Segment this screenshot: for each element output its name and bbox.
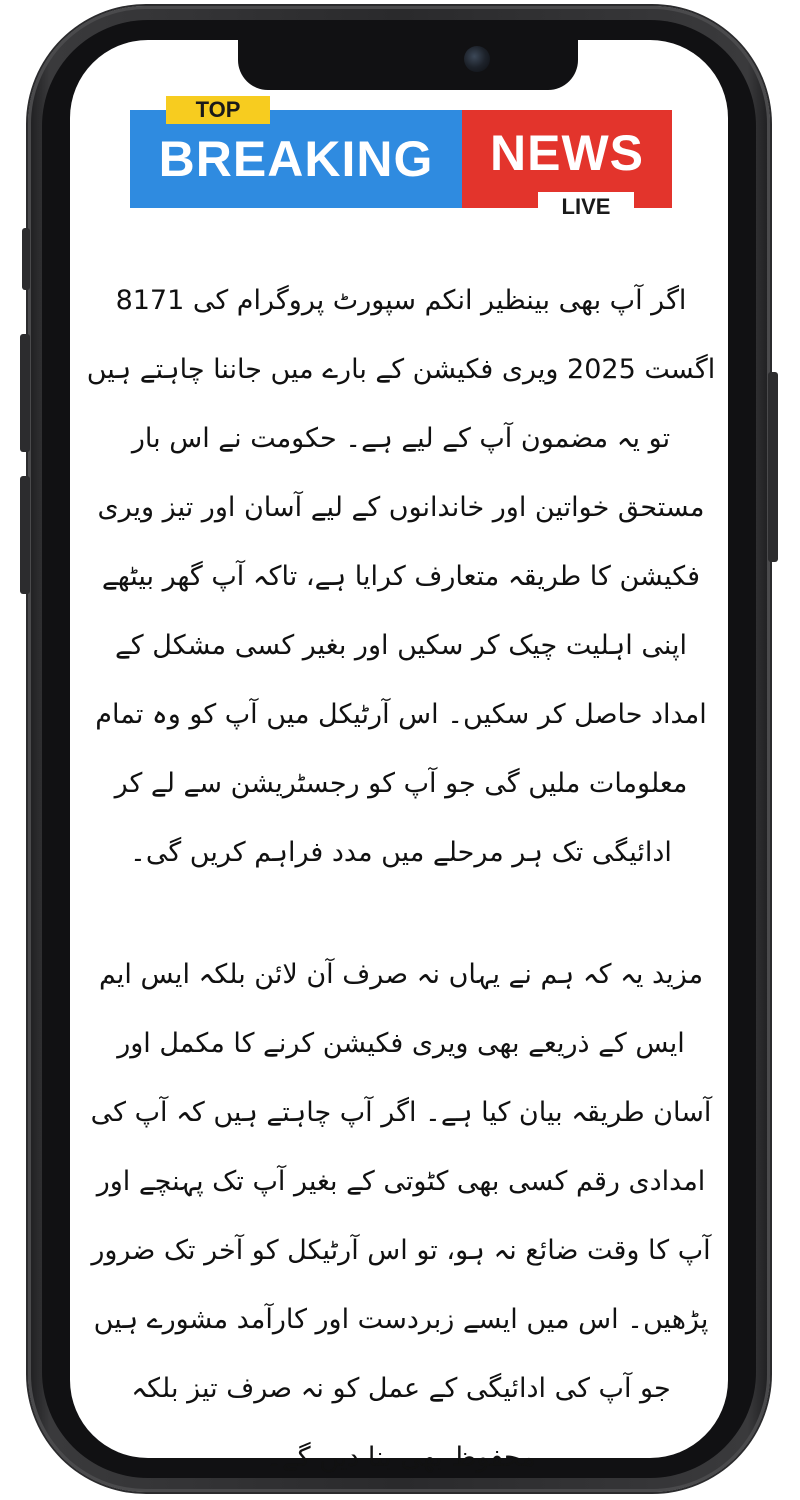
volume-down-button: [20, 476, 30, 594]
live-label: LIVE: [538, 192, 634, 222]
breaking-news-banner: [130, 96, 672, 226]
top-label: TOP: [166, 96, 270, 124]
volume-up-button: [20, 334, 30, 452]
notch: [238, 40, 578, 90]
news-label: NEWS: [462, 110, 672, 208]
power-button: [768, 372, 778, 562]
article-paragraph-1: اگر آپ بھی بینظیر انکم سپورٹ پروگرام کی 8171 اگست 2025 ویری فکیشن کے بارے میں جاننا چاہتے ہیں تو یہ مضمون آپ کے لیے ہے۔ حکومت نے اس بار مستحق خواتین اور خاندانوں کے لیے آسان اور تیز ویری فکیشن کا طریقہ متعارف کرایا ہے، تاکہ آپ گھر بیٹھے اپنی اہلیت چیک کر سکیں اور بغیر کسی مشکل کے امداد حاصل کر سکیں۔ اس آرٹیکل میں آپ کو وہ تمام معلومات ملیں گی جو آپ کو رجسٹریشن سے لے کر ادائیگی تک ہر مرحلے میں مدد فراہم کریں گی۔: [86, 285, 716, 868]
mute-switch: [22, 228, 30, 290]
breaking-label: BREAKING: [130, 110, 462, 208]
article-body: [86, 266, 716, 1473]
front-camera-icon: [464, 46, 490, 72]
article-paragraph-2: مزید یہ کہ ہم نے یہاں نہ صرف آن لائن بلکہ ایس ایم ایس کے ذریعے بھی ویری فکیشن کرنے کا مکمل اور آسان طریقہ بیان کیا ہے۔ اگر آپ چاہتے ہیں کہ آپ کی امدادی رقم کسی بھی کٹوتی کے بغیر آپ تک پہنچے اور آپ کا وقت ضائع نہ ہو، تو اس آرٹیکل کو آخر تک ضرور پڑھیں۔ اس میں ایسے زبردست اور کارآمد مشورے ہیں جو آپ کی ادائیگی کے عمل کو نہ صرف تیز بلکہ محفوظ بھی بنا دیں گے۔: [90, 959, 712, 1473]
